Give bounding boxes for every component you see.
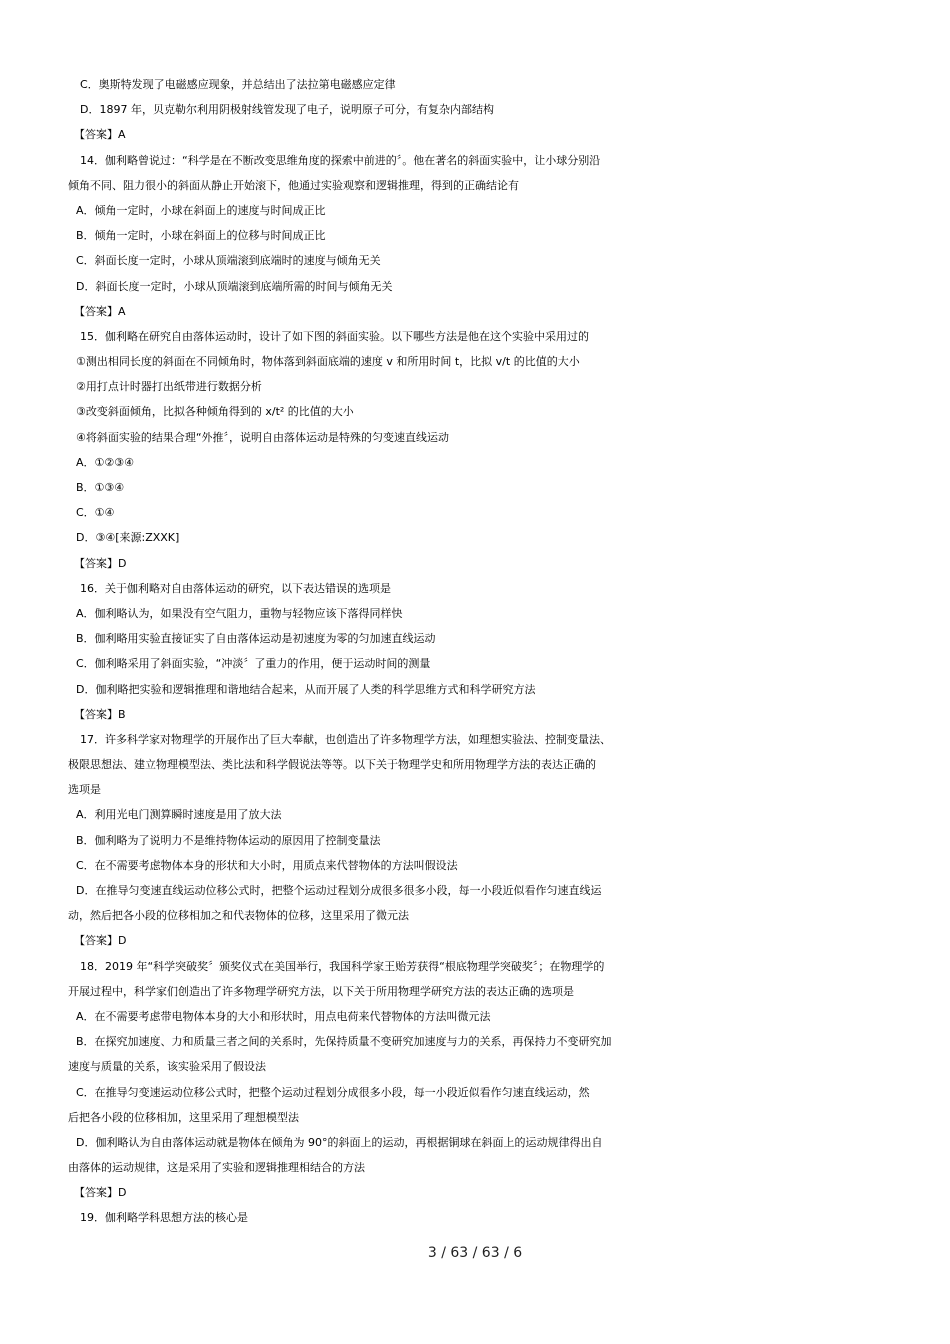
question-continuation: 选项是	[68, 783, 101, 797]
option-line: B．伽利略为了说明力不是维持物体运动的原因用了控制变量法	[76, 833, 381, 847]
question-line: 18．2019 年“科学突破奖〞颁奖仪式在美国举行，我国科学家王贻芳获得“根底物理学突破奖〞；在物理学的	[80, 959, 605, 973]
answer-line: 【答案】B	[74, 707, 126, 721]
option-line: A．①②③④	[76, 455, 134, 469]
option-continuation: 后把各小段的位移相加，这里采用了理想模型法	[68, 1110, 299, 1124]
option-line: A．在不需要考虑带电物体本身的大小和形状时，用点电荷来代替物体的方法叫微元法	[76, 1009, 491, 1023]
option-continuation: 速度与质量的关系，该实验采用了假设法	[68, 1060, 266, 1074]
option-continuation: 由落体的运动规律，这是采用了实验和逻辑推理相结合的方法	[68, 1161, 365, 1175]
page-number: 3 / 63 / 63 / 6	[427, 1245, 523, 1261]
question-line: 14．伽利略曾说过：“科学是在不断改变思维角度的探索中前进的〞。他在著名的斜面实验中，让小球分别沿	[80, 153, 601, 167]
option-line: B．在探究加速度、力和质量三者之间的关系时，先保持质量不变研究加速度与力的关系，再保持力不变研究加	[76, 1035, 612, 1049]
option-line: C．奥斯特发现了电磁感应现象，并总结出了法拉第电磁感应定律	[80, 78, 396, 91]
option-line: D．伽利略认为自由落体运动就是物体在倾角为 90°的斜面上的运动，再根据铜球在斜面上的运动规律得出自	[76, 1135, 603, 1149]
option-line: A．倾角一定时，小球在斜面上的速度与时间成正比	[76, 203, 326, 217]
question-line: 19．伽利略学科思想方法的核心是	[80, 1211, 248, 1225]
document-body	[0, 72, 950, 1231]
option-line: B．倾角一定时，小球在斜面上的位移与时间成正比	[76, 229, 326, 243]
answer-line: 【答案】D	[74, 934, 127, 948]
option-line: C．①④	[76, 506, 115, 520]
question-line: 15．伽利略在研究自由落体运动时，设计了如下图的斜面实验。以下哪些方法是他在这个实验中采用过的	[80, 329, 589, 343]
question-line: 17．许多科学家对物理学的开展作出了巨大奉献，也创造出了许多物理学方法，如理想实验法、控制变量法、	[80, 732, 611, 746]
answer-line: 【答案】D	[74, 556, 127, 570]
option-line: C．在推导匀变速运动位移公式时，把整个运动过程划分成很多小段，每一小段近似看作匀速直线运动，然	[76, 1085, 590, 1099]
question-line: 16．关于伽利略对自由落体运动的研究，以下表达错误的选项是	[80, 581, 391, 595]
option-line: D．③④[来源:ZXXK]	[76, 531, 180, 545]
question-continuation: 倾角不同、阻力很小的斜面从静止开始滚下，他通过实验观察和逻辑推理，得到的正确结论有	[68, 178, 519, 192]
option-line: D．1897 年，贝克勒尔利用阴极射线管发现了电子，说明原子可分，有复杂内部结构	[80, 103, 494, 117]
statement-line: ④将斜面实验的结果合理“外推〞，说明自由落体运动是特殊的匀变速直线运动	[76, 430, 450, 444]
option-line: D．斜面长度一定时，小球从顶端滚到底端所需的时间与倾角无关	[76, 279, 393, 293]
question-continuation: 极限思想法、建立物理模型法、类比法和科学假说法等等。以下关于物理学史和所用物理学方法的表达正确的	[68, 758, 596, 772]
answer-line: 【答案】A	[74, 304, 126, 318]
question-continuation: 开展过程中，科学家们创造出了许多物理学研究方法，以下关于所用物理学研究方法的表达正确的选项是	[68, 984, 574, 998]
statement-line: ①测出相同长度的斜面在不同倾角时，物体落到斜面底端的速度 v 和所用时间 t，比拟 v/t 的比值的大小	[76, 355, 580, 369]
option-line: D．在推导匀变速直线运动位移公式时，把整个运动过程划分成很多很多小段，每一小段近似看作匀速直线运	[76, 884, 602, 897]
option-line: D．伽利略把实验和逻辑推理和谐地结合起来，从而开展了人类的科学思维方式和科学研究方法	[76, 682, 536, 696]
option-line: B．①③④	[76, 481, 125, 494]
option-line: A．利用光电门测算瞬时速度是用了放大法	[76, 808, 282, 822]
option-line: C．在不需要考虑物体本身的形状和大小时，用质点来代替物体的方法叫假设法	[76, 858, 458, 872]
option-line: A．伽利略认为，如果没有空气阻力，重物与轻物应该下落得同样快	[76, 606, 403, 620]
answer-line: 【答案】A	[74, 128, 126, 142]
option-line: B．伽利略用实验直接证实了自由落体运动是初速度为零的匀加速直线运动	[76, 632, 436, 646]
option-line: C．斜面长度一定时，小球从顶端滚到底端时的速度与倾角无关	[76, 254, 381, 268]
option-continuation: 动，然后把各小段的位移相加之和代表物体的位移，这里采用了微元法	[68, 909, 409, 923]
statement-line: ②用打点计时器打出纸带进行数据分析	[76, 380, 262, 394]
answer-line: 【答案】D	[74, 1186, 127, 1200]
option-line: C．伽利略采用了斜面实验，“冲淡〞了重力的作用，便于运动时间的测量	[76, 657, 431, 671]
statement-line: ③改变斜面倾角，比拟各种倾角得到的 x/t² 的比值的大小	[76, 405, 354, 419]
